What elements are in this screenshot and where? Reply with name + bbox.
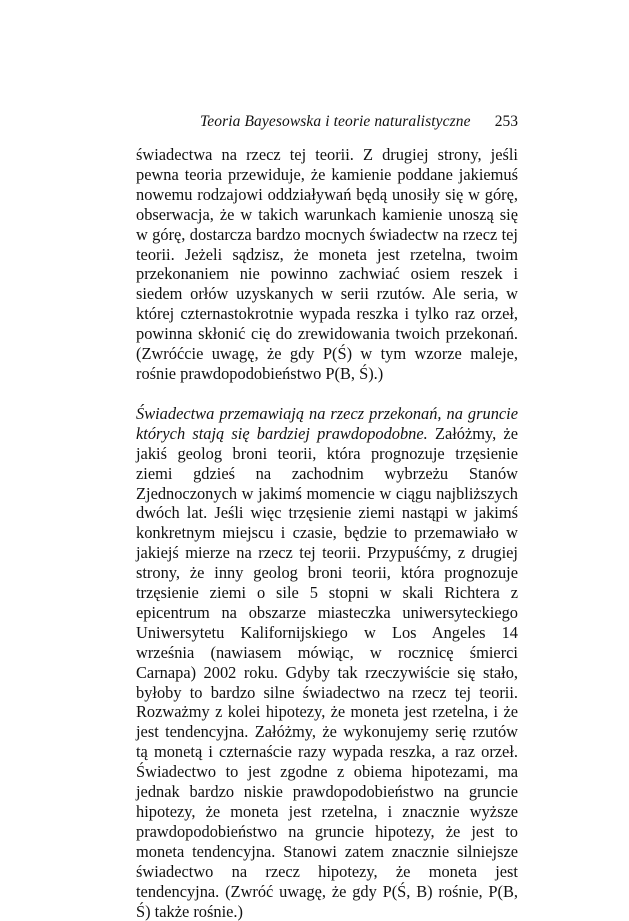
- body-text: [136, 145, 518, 921]
- paragraph-2: [136, 404, 518, 921]
- paragraph-2-body: Załóżmy, że jakiś geolog broni teorii, która prognozuje trzęsienie ziemi gdzieś na zachodnim wybrzeżu Stanów Zjednoczonych w jakimś momencie w ciągu najbliższych dwóch lat. Jeśli więc trzęsienie ziemi nastąpi w jakimś konkretnym miejscu i czasie, będzie to przemawiało w jakiejś mierze na rzecz tej teorii. Przypuśćmy, z drugiej strony, że inny geolog broni teorii, która prognozuje trzęsienie ziemi o sile 5 stopni w skali Richtera z epicentrum na obszarze miasteczka uniwersyteckiego Uniwersytetu Kalifornijskiego w Los Angeles 14 września (nawiasem mówiąc, w rocznicę śmierci Carnapa) 2002 roku. Gdyby tak rzeczywiście się stało, byłoby to bardzo silne świadectwo na rzecz tej teorii. Rozważmy z kolei hipotezy, że moneta jest rzetelna, i że jest tendencyjna. Załóżmy, że wykonujemy serię rzutów tą monetą i czternaście razy wypada reszka, a raz orzeł. Świadectwo to jest zgodne z obiema hipotezami, ma jednak bardzo niskie prawdopodobieństwo na gruncie hipotezy, że moneta jest rzetelna, i znacznie wyższe prawdopodobieństwo na gruncie hipotezy, że jest to moneta tendencyjna. Stanowi zatem znacznie silniejsze świadectwo na rzecz hipotezy, że moneta jest tendencyjna. (Zwróć uwagę, że gdy P(Ś, B) rośnie, P(B, Ś) także rośnie.): [136, 423, 518, 921]
- paragraph-1: świadectwa na rzecz tej teorii. Z drugiej strony, jeśli pewna teoria przewiduje, że kamienie poddane jakiemuś nowemu rodzajowi oddziaływań będą unosiły się w górę, obserwacja, że w takich warunkach kamienie unoszą się w górę, dostarcza bardzo mocnych świadectw na rzecz tej teorii. Jeżeli sądzisz, że moneta jest rzetelna, twoim przekonaniem nie powinno zachwiać osiem reszek i siedem orłów uzyskanych w serii rzutów. Ale seria, w której czternastokrotnie wypada reszka i tylko raz orzeł, powinna skłonić cię do zrewidowania twoich przekonań. (Zwróćcie uwagę, że gdy P(Ś) w tym wzorze maleje, rośnie prawdopodobieństwo P(B, Ś).): [136, 145, 518, 383]
- running-head: [136, 113, 518, 135]
- paragraph-2-italic-lead: Świadectwa przemawiają na rzecz przekonań, na gruncie których stają się bardziej prawdopodobne.: [136, 403, 518, 443]
- page-number: 253: [494, 113, 518, 130]
- running-title: Teoria Bayesowska i teorie naturalistyczne: [200, 113, 471, 130]
